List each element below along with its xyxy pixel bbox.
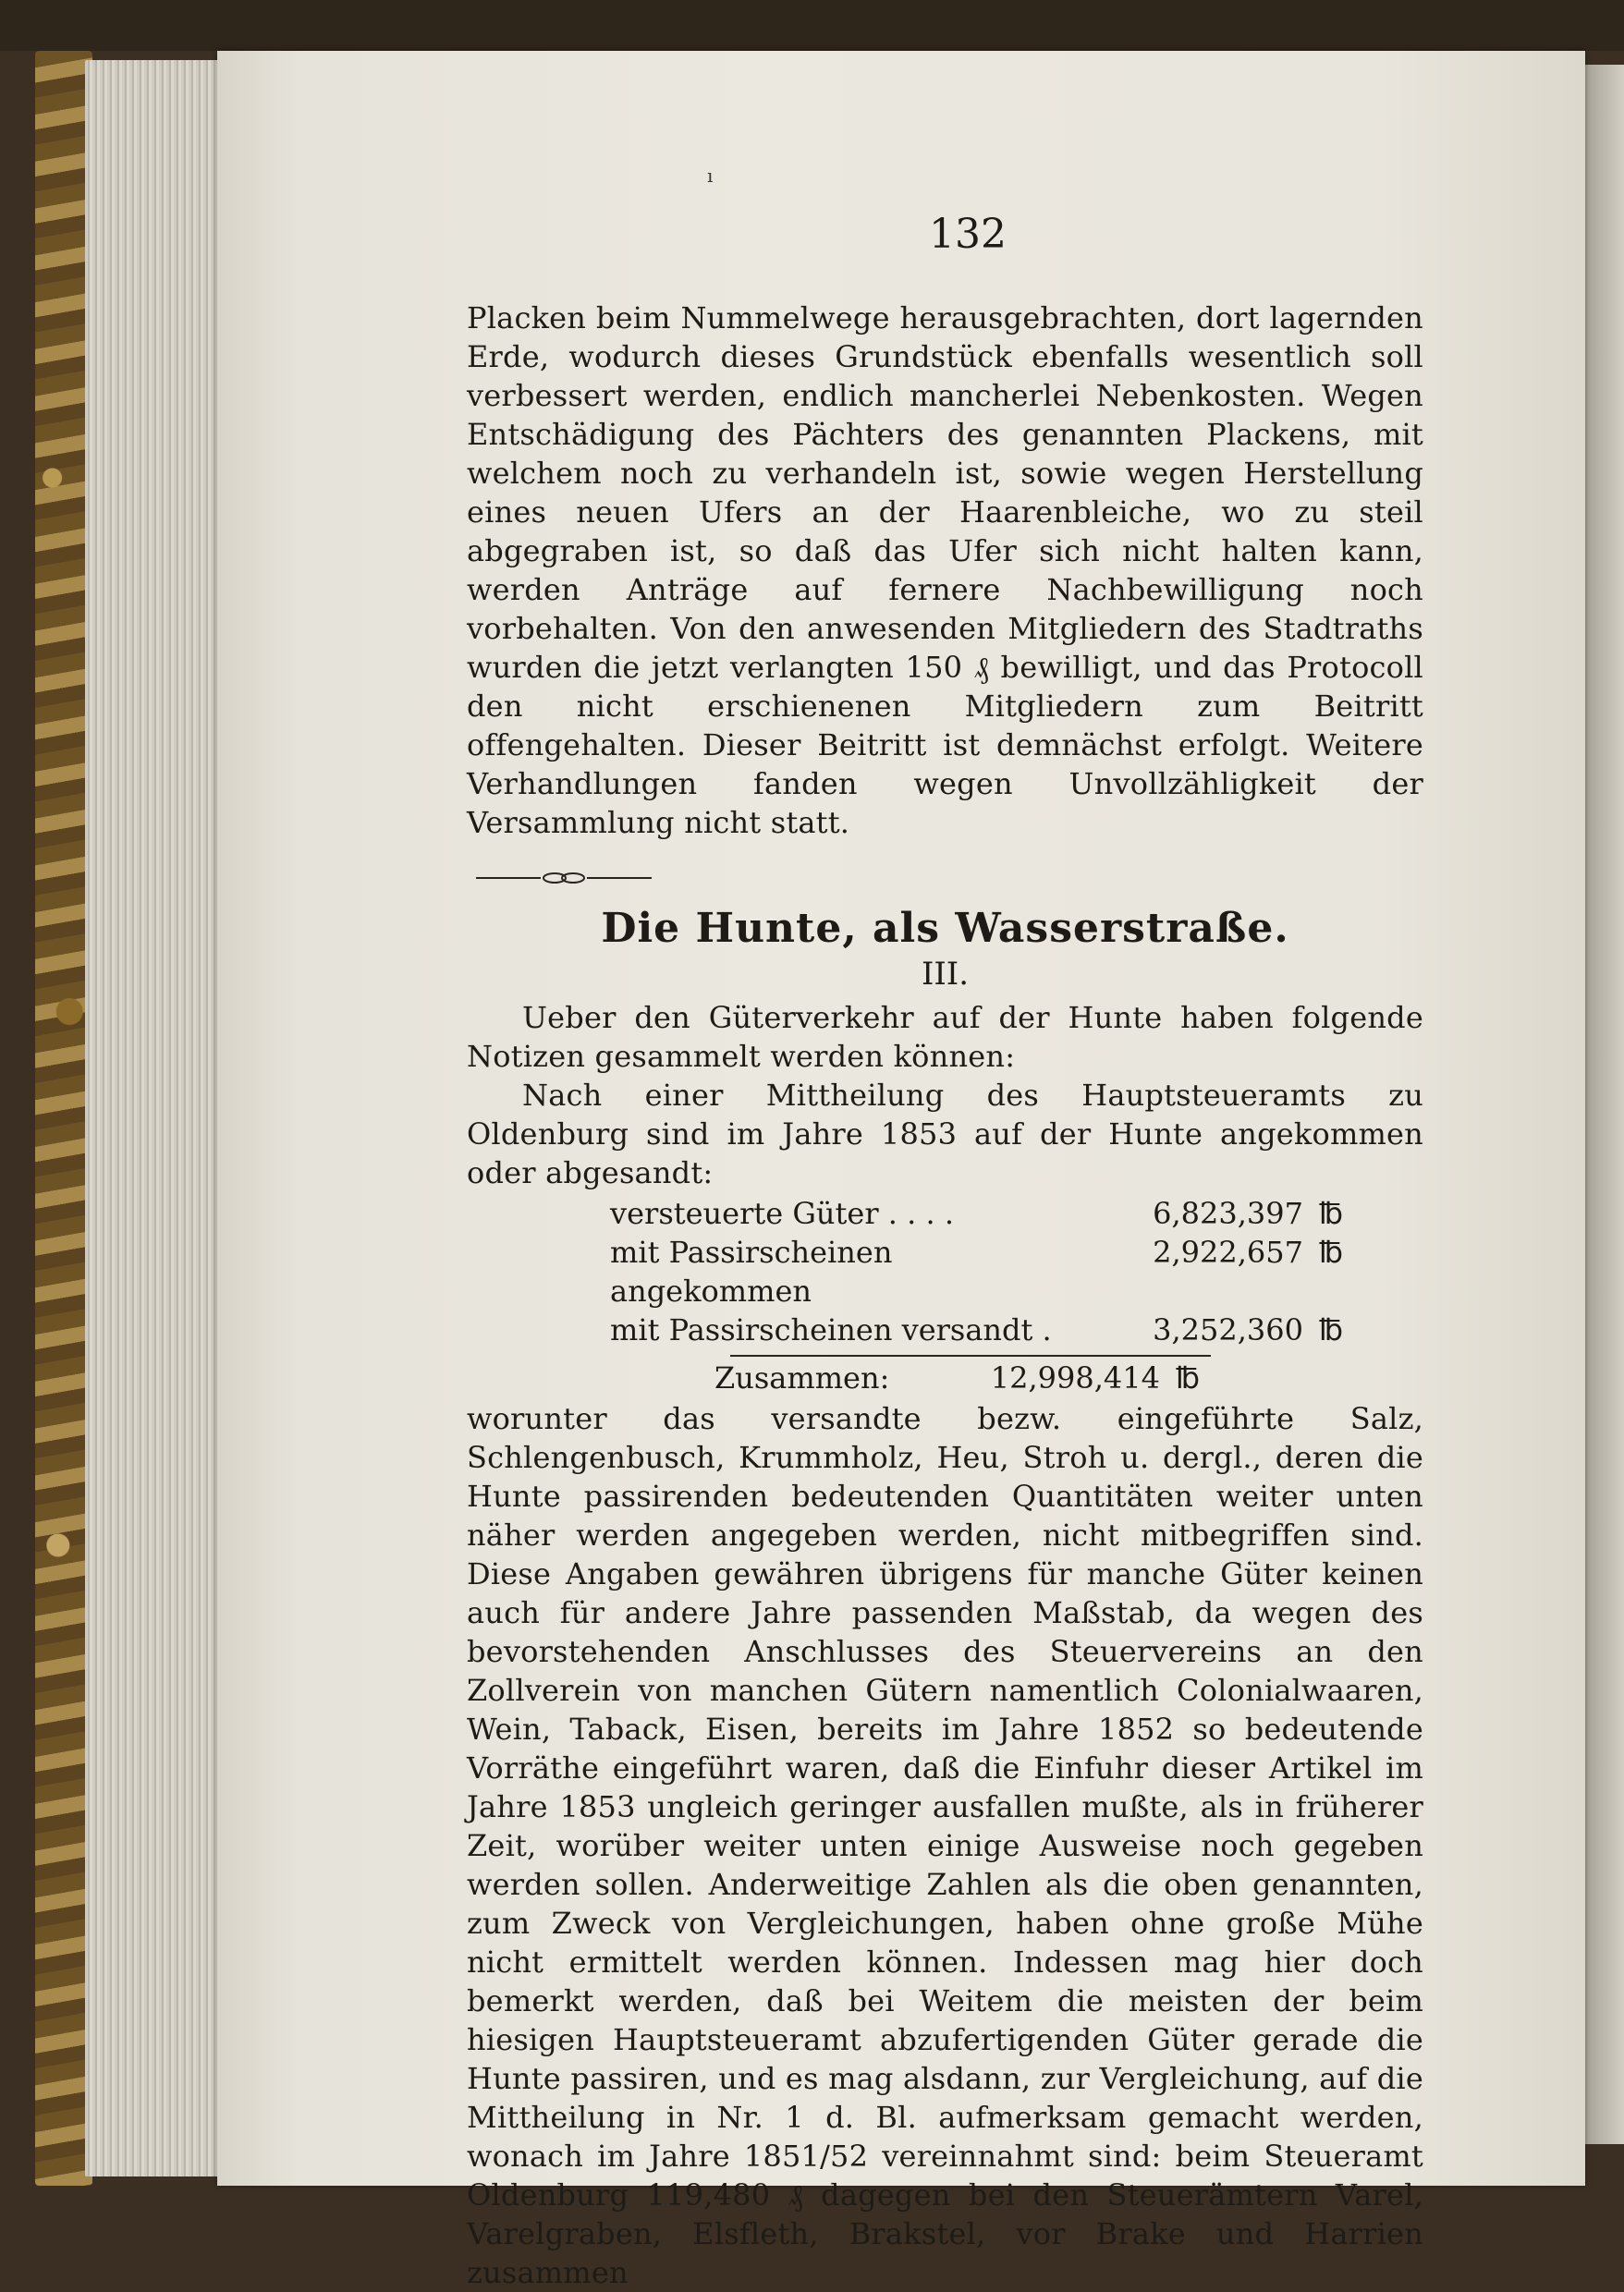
paragraph-3: Nach einer Mittheilung des Hauptsteueramts zu Oldenburg sind im Jahre 1853 auf der Hunte angekommen oder abgesandt:	[467, 1078, 1423, 1190]
ledger-row	[610, 1311, 1423, 1349]
ledger-total-row	[714, 1357, 1423, 1399]
ornament-divider-icon	[476, 872, 652, 884]
paragraph-2: Ueber den Güterverkehr auf der Hunte haben folgende Notizen gesammelt werden können:	[467, 1000, 1423, 1074]
total-value: 12,998,414	[990, 1360, 1160, 1396]
ledger-label: mit Passirscheinen angekommen	[610, 1235, 893, 1309]
ledger-row	[610, 1233, 1423, 1311]
pound-unit: ℔	[1318, 1312, 1344, 1347]
pound-unit: ℔	[1318, 1235, 1344, 1270]
facing-page-edge	[1582, 65, 1624, 2144]
paragraph-1: Placken beim Nummelwege herausgebrachten, dort lagernden Erde, wodurch dieses Grundstück ebenfalls wesentlich soll verbessert werden, endlich mancherlei Nebenkosten. Wegen Entschädigung des Pächters des genannten Plackens, mit welchem noch zu verhandeln ist, sowie wegen Herstellung eines neuen Ufers an der Haarenbleiche, wo zu steil abgegraben ist, so daß das Ufer sich nicht halten kann, werden Anträge auf fernere Nachbewilligung noch vorbehalten. Von den anwesenden Mitgliedern des Stadtraths wurden die jetzt verlangten 150 ₰ bewilligt, und das Protocoll den nicht erschienenen Mitgliedern zum Beitritt offengehalten. Dieser Beitritt ist demnächst erfolgt. Weitere Verhandlungen fanden wegen Unvollzähligkeit der Versammlung nicht statt.	[467, 300, 1423, 840]
page-stack-edge	[85, 60, 224, 2176]
book-cover-marbled	[35, 51, 92, 2186]
goods-ledger	[610, 1194, 1423, 1349]
paragraph-4: worunter das versandte bezw. eingeführte Salz, Schlengenbusch, Krummholz, Heu, Stroh u. dergl., deren die Hunte passirenden bedeutenden Quantitäten weiter unten näher werden angegeben werden, nicht mitbegriffen sind. Diese Angaben gewähren übrigens für manche Güter keinen auch für andere Jahre passenden Maßstab, da wegen des bevorstehenden Anschlusses des Steuervereins an den Zollverein von manchen Gütern namentlich Colonialwaaren, Wein, Taback, Eisen, bereits im Jahre 1852 so bedeutende Vorräthe eingeführt waren, daß die Einfuhr dieser Artikel im Jahre 1853 ungleich geringer ausfallen mußte, als in früherer Zeit, worüber weiter unten einige Ausweise noch gegeben werden sollen. Anderweitige Zahlen als die oben genannten, zum Zweck von Vergleichungen, haben ohne große Mühe nicht ermittelt werden können. Indessen mag hier doch bemerkt werden, daß bei Weitem die meisten der beim hiesigen Hauptsteueramt abzufertigenden Güter gerade die Hunte passiren, und es mag alsdann, zur Vergleichung, auf die Mittheilung in Nr. 1 d. Bl. aufmerksam gemacht werden, wonach im Jahre 1851/52 vereinnahmt sind: beim Steueramt Oldenburg 119,480 ₰ dagegen bei den Steuerämtern Varel, Varelgraben, Elsfleth, Brakstel, vor Brake und Harrien zusammen	[467, 1401, 1423, 2290]
section-number: III.	[921, 956, 970, 993]
page-number: 132	[929, 211, 1007, 258]
section-title: Die Hunte, als Wasserstraße.	[601, 905, 1289, 952]
ledger-value: 6,823,397	[1153, 1196, 1303, 1231]
total-label: Zusammen:	[714, 1360, 890, 1396]
pound-unit: ℔	[1175, 1360, 1201, 1396]
ledger-label: versteuerte Güter . . . .	[610, 1196, 954, 1231]
ledger-value: 2,922,657	[1153, 1235, 1303, 1270]
ledger-label: mit Passirscheinen versandt .	[610, 1312, 1052, 1347]
ledger-value: 3,252,360	[1153, 1312, 1303, 1347]
corner-mark: ı	[707, 165, 714, 187]
page-content	[467, 199, 1423, 2292]
background-top	[0, 0, 1624, 51]
pound-unit: ℔	[1318, 1196, 1344, 1231]
ledger-row	[610, 1194, 1423, 1233]
